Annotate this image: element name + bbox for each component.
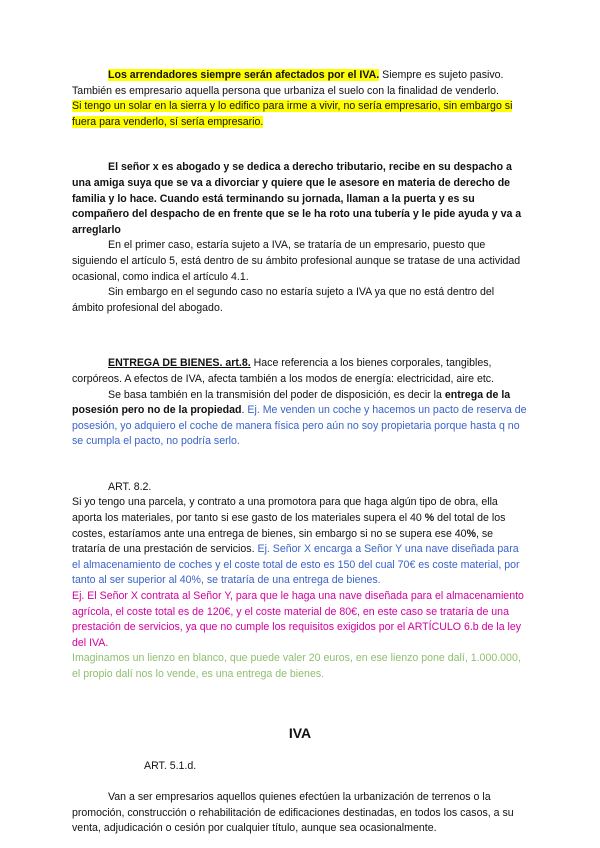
spacer — [72, 683, 528, 723]
case-statement: El señor x es abogado y se dedica a derecho tributario, recibe en su despacho a una amiga suya que se va a divorciar y quiere que le asesore en materia de derecho de familia y lo hace. Cuando está terminando su jornada, llaman a la puerta y es su compañero del despacho de en frente que se le ha roto una tubería y le pide ayuda y va a arreglarlo — [72, 161, 522, 236]
case-answer-first: En el primer caso, estaría sujeto a IVA, se trataría de un empresario, puesto que siguiendo el artículo 5, está dentro de su ámbito profesional aunque se tratase de una actividad ocasional, como indica el artículo 4.1. — [72, 239, 521, 283]
document-page — [72, 68, 528, 837]
article-heading-5-1-d: ART. 5.1.d. — [144, 759, 197, 772]
section-heading-art82: ART. 8.2. — [108, 480, 152, 493]
paragraph-arrendadores — [72, 68, 528, 99]
highlighted-solar-example: Si tengo un solar en la sierra y lo edifico para irme a vivir, no sería empresario, sin embargo si fuera para venderlo, sí sería empresario. — [72, 100, 513, 128]
percent-sign: % — [424, 512, 435, 525]
entrega-text: Hace referencia a los bienes corporales, tangibles, corpóreos. A efectos de IVA, afecta también a los modos de energía: electricidad, aire etc. — [72, 357, 495, 385]
green-example-lienzo: Imaginamos un lienzo en blanco, que puede valer 20 euros, en ese lienzo pone dalí, 1.000.000, el propio dalí nos lo vende, es una entrega de bienes. — [72, 652, 521, 680]
paragraph-solar-example — [72, 99, 528, 130]
spacer — [72, 743, 528, 759]
section-heading-entrega: ENTREGA DE BIENES. art.8. — [108, 357, 251, 370]
paragraph-empresarios-urbanizacion: Van a ser empresarios aquellos quienes efectúen la urbanización de terrenos o la promoción, construcción o rehabilitación de edificaciones destinadas, en todos los casos, a su venta, adjudicación o cesión por cualquier título, aunque sea ocasionalmente. — [72, 791, 514, 835]
bold-entrega-posesion: entrega de la posesión pero no de la propiedad — [72, 388, 511, 417]
disposicion-text: Se basa también en la transmisión del poder de disposición, es decir la — [108, 388, 445, 401]
punct: . — [241, 404, 248, 417]
highlighted-bold-lead: Los arrendadores siempre serán afectados por el IVA. — [108, 69, 380, 81]
blue-example-nave-coches: Ej. Señor X encarga a Señor Y una nave diseñada para el almacenamiento de coches y el coste total de esto es 150 del cual 70€ es coste material, por tanto al ser superior al 40%, se trataría de una entrega de bienes. — [72, 543, 520, 587]
section-title-iva: IVA — [288, 724, 312, 741]
blue-example-coche: Ej. Me venden un coche y hacemos un pacto de reserva de posesión, yo adquiero el coche de manera física pero aún no soy propietaria porque hasta q no se cumpla el pacto, no podría serlo. — [72, 404, 527, 448]
percent-sign: % — [466, 527, 476, 540]
spacer — [72, 450, 528, 480]
paragraph-entrega-bienes — [72, 356, 528, 387]
spacer — [72, 130, 528, 160]
spacer — [72, 774, 528, 790]
paragraph-poder-disposicion — [72, 388, 528, 450]
parcela-text-2: del total de los costes, estaríamos ante una entrega de bienes, sin embargo si no se supera ese 40 — [72, 512, 506, 540]
arrendadores-text: Siempre es sujeto pasivo. También es empresario aquella persona que urbaniza el suelo con la finalidad de venderlo. — [72, 69, 504, 97]
case-answer-second: Sin embargo en el segundo caso no estaría sujeto a IVA ya que no está dentro del ámbito profesional del abogado. — [72, 286, 495, 314]
magenta-example-nave-agricola: Ej. El Señor X contrata al Señor Y, para que le haga una nave diseñada para el almacenamiento agrícola, el coste total es de 120€, y el coste material de 80€, en este caso se trataría de una prestación de servicios, ya que no cumple los requisitos exigidos por el ARTÍCULO 6.b de la ley del IVA. — [72, 590, 524, 649]
spacer — [72, 316, 528, 356]
parcela-text-3: , se trataría de una prestación de servicios. — [72, 527, 494, 556]
paragraph-parcela — [72, 495, 528, 589]
parcela-text-1: Si yo tengo una parcela, y contrato a una promotora para que haga algún tipo de obra, ella aporta los materiales, por tanto si ese gasto de los materiales supera el 40 — [72, 496, 498, 525]
